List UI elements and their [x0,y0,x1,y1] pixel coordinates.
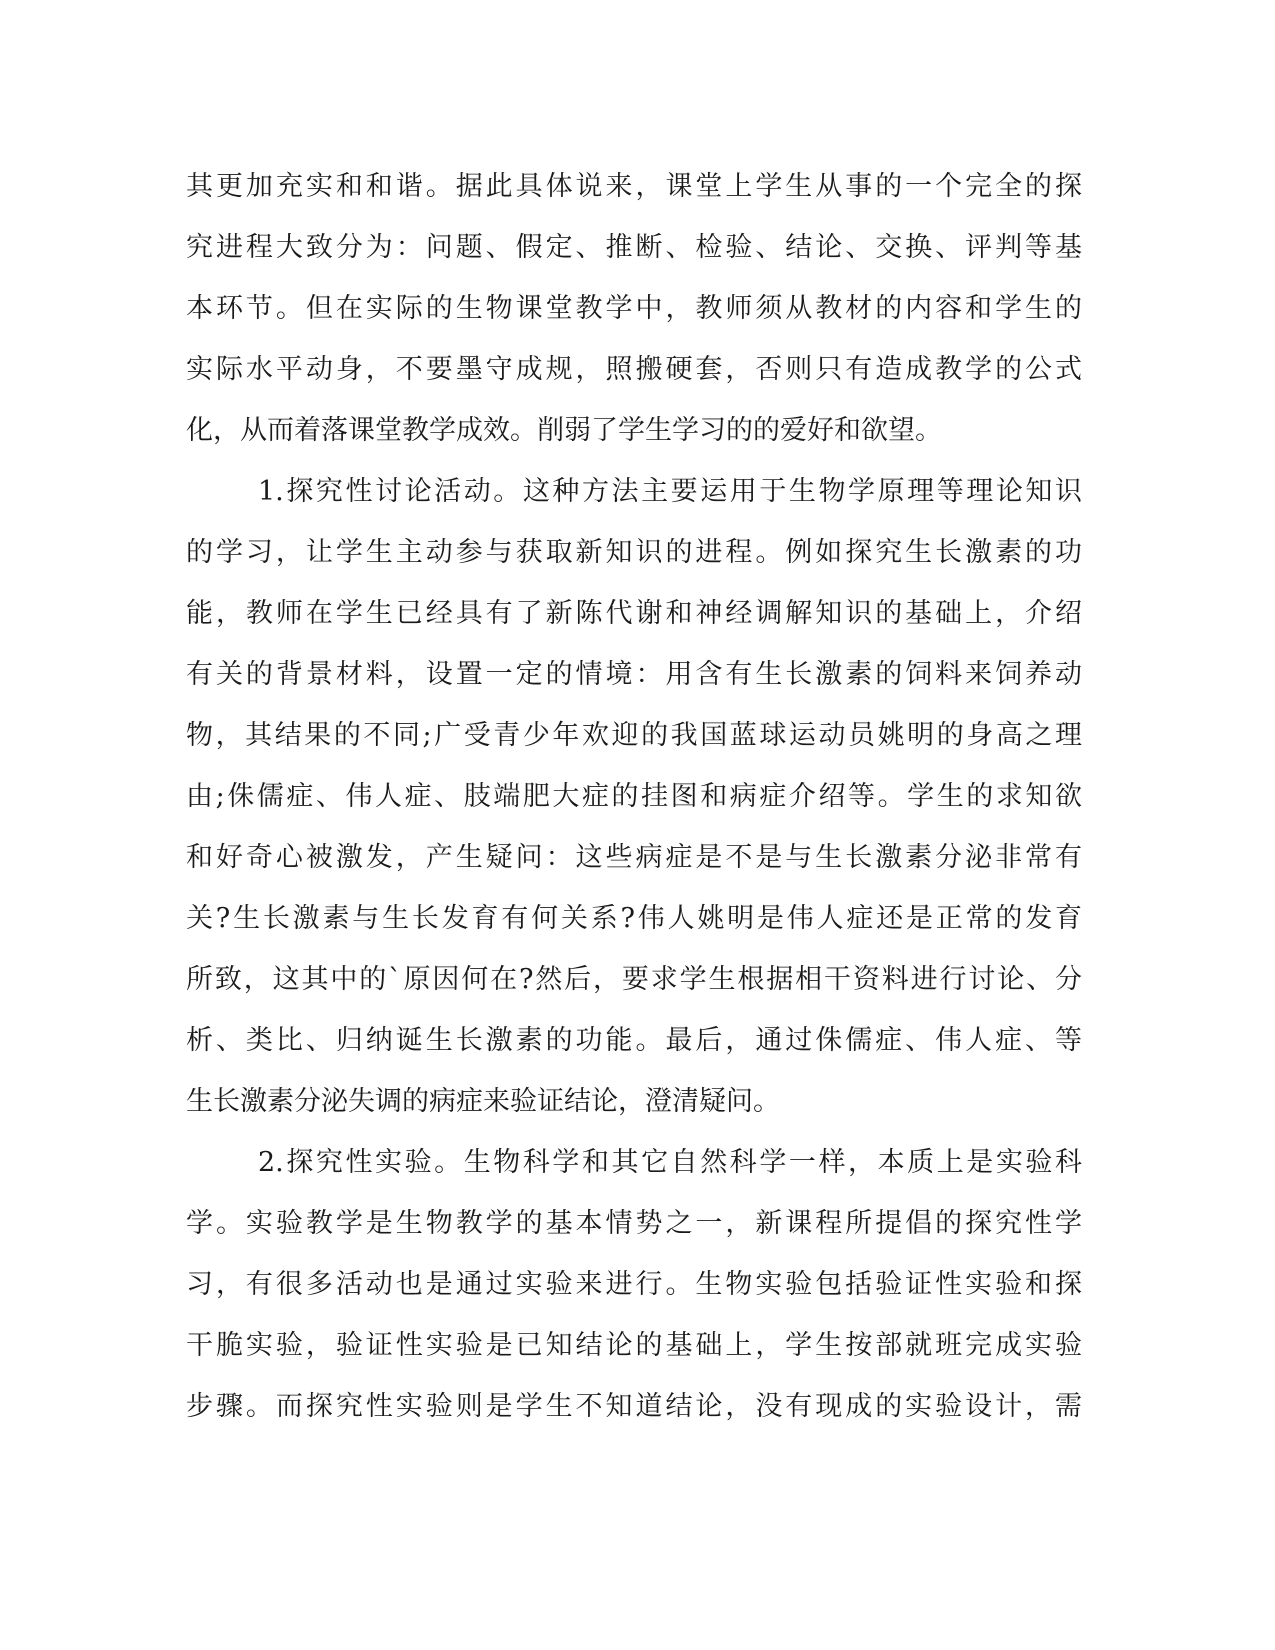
text-line: 2.探究性实验。生物科学和其它自然科学一样，本质上是实验科 [258,1147,1082,1178]
text-line: 习，有很多活动也是通过实验来进行。生物实验包括验证性实验和探 [186,1269,1082,1300]
text-line: 能，教师在学生已经具有了新陈代谢和神经调解知识的基础上，介绍 [186,598,1082,629]
text-line: 有关的背景材料，设置一定的情境：用含有生长激素的饲料来饲养动 [186,659,1082,690]
text-line: 究进程大致分为：问题、假定、推断、检验、结论、交换、评判等基 [186,232,1082,263]
body-text [186,156,1082,1437]
text-line: 化，从而着落课堂教学成效。削弱了学生学习的的爱好和欲望。 [186,415,942,446]
paragraph-item-1 [186,461,1082,1132]
text-line: 由;侏儒症、伟人症、肢端肥大症的挂图和病症介绍等。学生的求知欲 [186,781,1082,812]
text-line: 干脆实验，验证性实验是已知结论的基础上，学生按部就班完成实验 [186,1330,1082,1361]
text-line: 和好奇心被激发，产生疑问：这些病症是不是与生长激素分泌非常有 [186,842,1082,873]
text-line: 所致，这其中的`原因何在?然后，要求学生根据相干资料进行讨论、分 [186,964,1082,995]
paragraph-item-2 [186,1132,1082,1437]
text-line: 步骤。而探究性实验则是学生不知道结论，没有现成的实验设计，需 [186,1391,1082,1422]
text-line: 析、类比、归纳诞生长激素的功能。最后，通过侏儒症、伟人症、等 [186,1025,1082,1056]
paragraph-intro [186,156,1082,461]
text-line: 生长激素分泌失调的病症来验证结论，澄清疑问。 [186,1086,780,1117]
text-line: 关?生长激素与生长发育有何关系?伟人姚明是伟人症还是正常的发育 [186,903,1082,934]
text-line: 本环节。但在实际的生物课堂教学中，教师须从教材的内容和学生的 [186,293,1082,324]
text-line: 的学习，让学生主动参与获取新知识的进程。例如探究生长激素的功 [186,537,1082,568]
text-line: 实际水平动身，不要墨守成规，照搬硬套，否则只有造成教学的公式 [186,354,1082,385]
text-line: 1.探究性讨论活动。这种方法主要运用于生物学原理等理论知识 [258,476,1082,507]
text-line: 学。实验教学是生物教学的基本情势之一，新课程所提倡的探究性学 [186,1208,1082,1239]
text-line: 物，其结果的不同;广受青少年欢迎的我国蓝球运动员姚明的身高之理 [186,720,1082,751]
text-line: 其更加充实和和谐。据此具体说来，课堂上学生从事的一个完全的探 [186,171,1082,202]
